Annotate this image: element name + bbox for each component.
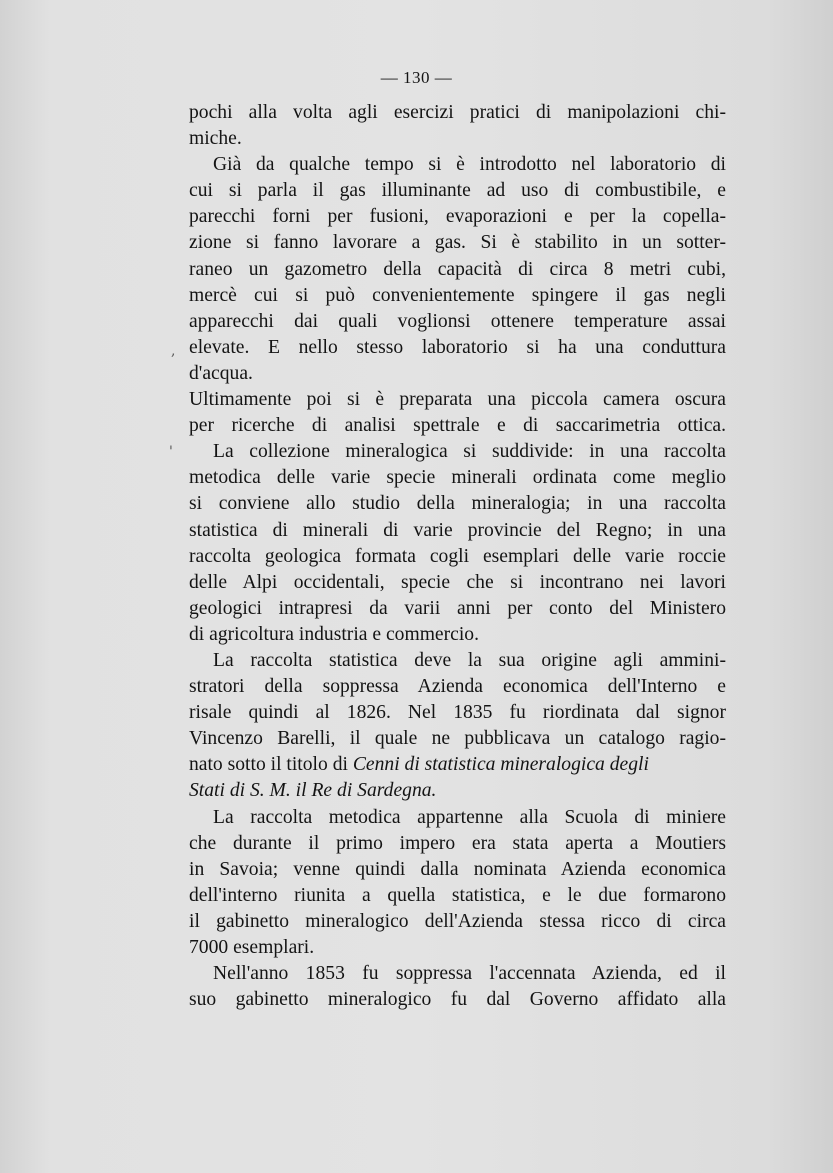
text-line: risale quindi al 1826. Nel 1835 fu riordinata dal signor xyxy=(189,702,726,724)
text-line: statistica di minerali di varie provincie del Regno; in una xyxy=(189,519,726,541)
text-line: per ricerche di analisi spettrale e di saccarimetria ottica. xyxy=(189,415,726,437)
text-line: Nell'anno 1853 fu soppressa l'accennata Azienda, ed il xyxy=(213,963,726,985)
text-line: La raccolta statistica deve la sua origine agli ammini- xyxy=(213,649,726,671)
stray-mark: ' xyxy=(169,444,173,460)
text-line: La raccolta metodica appartenne alla Scuola di miniere xyxy=(213,806,726,828)
text-line: Vincenzo Barelli, il quale ne pubblicava un catalogo ragio- xyxy=(189,728,726,750)
text-line: apparecchi dai quali voglionsi ottenere temperature assai xyxy=(189,310,726,332)
text-line: miche. xyxy=(189,128,242,150)
text-line-mixed xyxy=(189,752,726,778)
text-line: raccolta geologica formata cogli esemplari delle varie roccie xyxy=(189,545,726,567)
text-line: 7000 esemplari. xyxy=(189,937,315,958)
text-line: pochi alla volta agli esercizi pratici di manipolazioni chi- xyxy=(189,102,726,123)
text-line: delle Alpi occidentali, specie che si incontrano nei lavori xyxy=(189,571,726,593)
italic-title: Cenni di statistica mineralogica degli xyxy=(352,754,649,776)
text-line: mercè cui si può convenientemente spingere il gas negli xyxy=(189,284,726,306)
text-line: cui si parla il gas illuminante ad uso di combustibile, e xyxy=(189,180,726,202)
text-line: Già da qualche tempo si è introdotto nel laboratorio di xyxy=(213,154,726,176)
text-line: si conviene allo studio della mineralogia; in una raccolta xyxy=(189,493,726,515)
text-line: di agricoltura industria e commercio. xyxy=(189,623,479,645)
text-line: suo gabinetto mineralogico fu dal Governo affidato alla xyxy=(189,989,726,1011)
text-line: il gabinetto mineralogico dell'Azienda stessa ricco di circa xyxy=(189,910,726,932)
text-line: elevate. E nello stesso laboratorio si ha una conduttura xyxy=(189,336,726,358)
body-text xyxy=(189,100,726,1013)
italic-title-line: Stati di S. M. il Re di Sardegna. xyxy=(189,780,437,802)
page-number: — 130 — xyxy=(380,68,453,87)
text-fragment: nato sotto il titolo di xyxy=(189,754,353,776)
text-line: stratori della soppressa Azienda economica dell'Interno e xyxy=(189,676,726,698)
text-line: che durante il primo impero era stata aperta a Moutiers xyxy=(189,832,726,854)
text-line: parecchi forni per fusioni, evaporazioni e per la copella- xyxy=(189,206,726,228)
stray-mark: , xyxy=(171,343,176,359)
text-line: d'acqua. xyxy=(189,362,253,384)
text-line: Ultimamente poi si è preparata una piccola camera oscura xyxy=(189,389,726,411)
text-line: raneo un gazometro della capacità di circa 8 metri cubi, xyxy=(189,258,726,280)
text-line: zione si fanno lavorare a gas. Si è stabilito in un sotter- xyxy=(189,232,726,254)
text-line: dell'interno riunita a quella statistica, e le due formarono xyxy=(189,884,726,906)
text-line: geologici intrapresi da varii anni per conto del Ministero xyxy=(189,597,726,619)
text-line: La collezione mineralogica si suddivide: in una raccolta xyxy=(213,441,726,463)
text-line: metodica delle varie specie minerali ordinata come meglio xyxy=(189,467,726,489)
text-line: in Savoia; venne quindi dalla nominata Azienda economica xyxy=(189,858,726,880)
